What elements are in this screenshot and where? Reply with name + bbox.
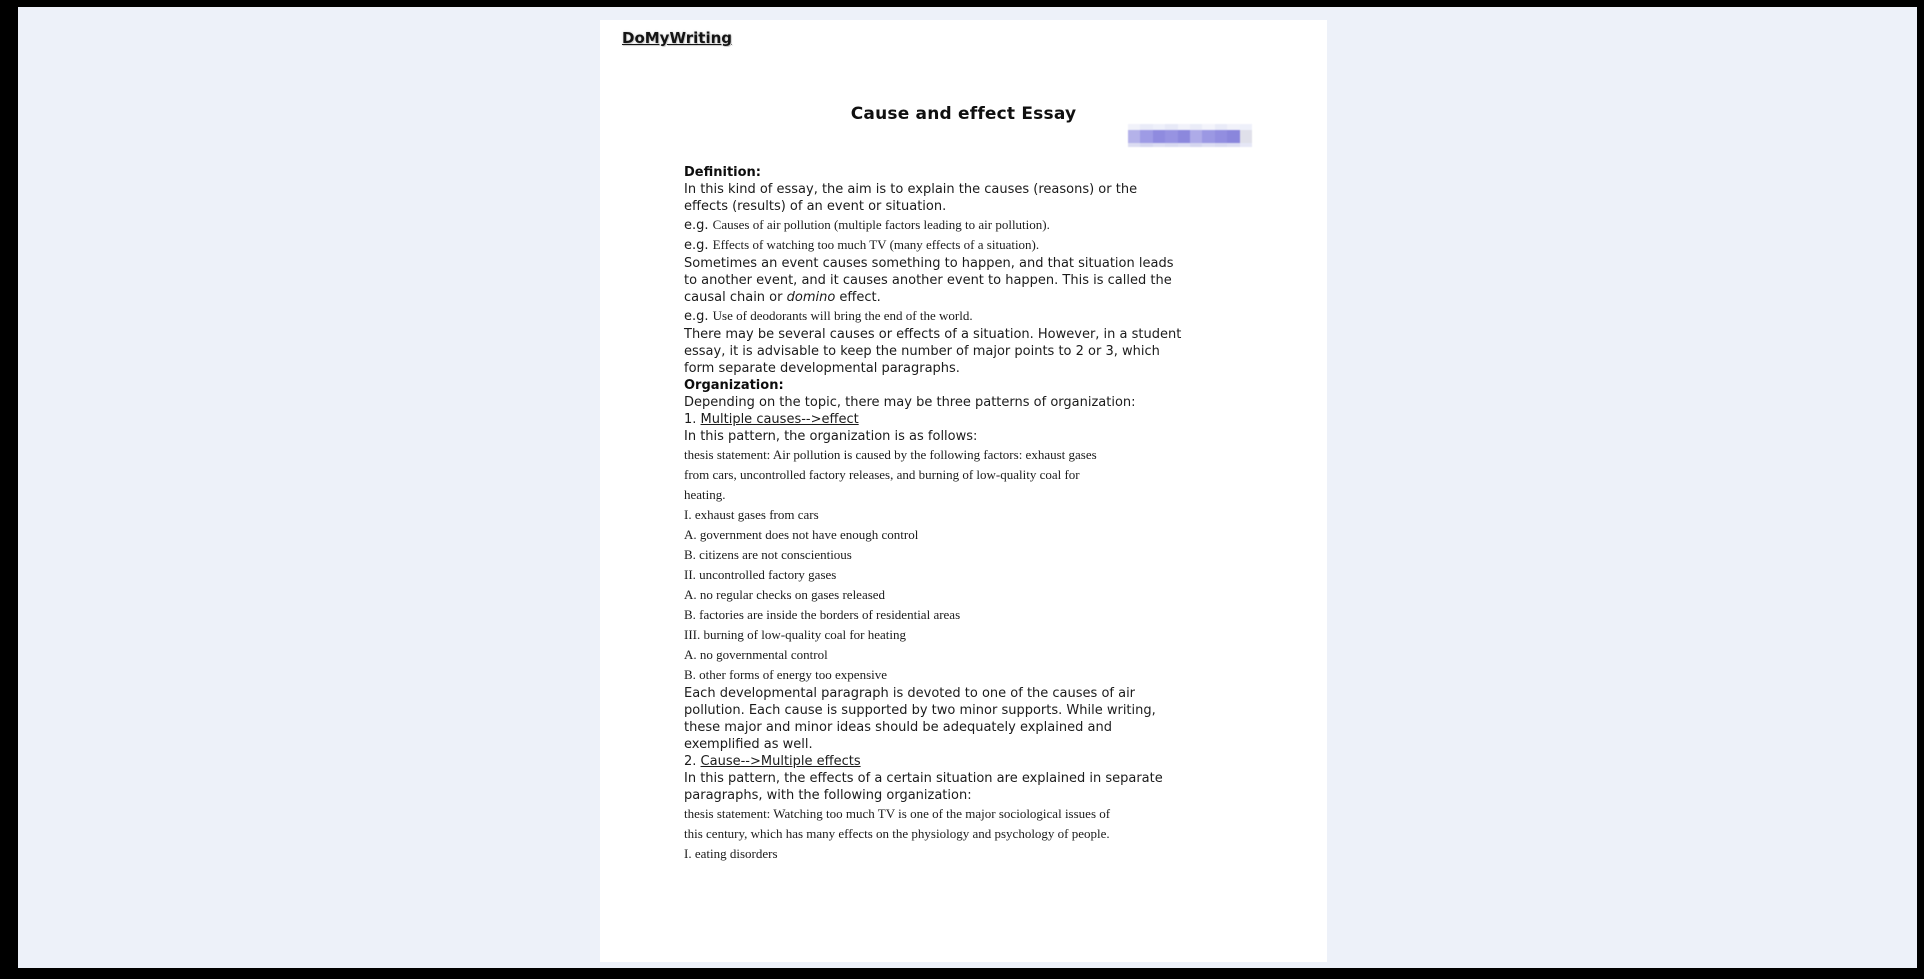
text-line: [684, 625, 1327, 645]
text-line: [684, 753, 1327, 770]
redaction-row: [1128, 130, 1252, 143]
text-segment: In this pattern, the organization is as follows:: [684, 429, 978, 444]
redaction-pixel: [1215, 130, 1227, 143]
text-line: [684, 702, 1327, 719]
text-segment: Each developmental paragraph is devoted to one of the causes of air: [684, 686, 1136, 701]
text-line: [684, 505, 1327, 525]
text-segment: paragraphs, with the following organization:: [684, 788, 972, 803]
text-line: [684, 736, 1327, 753]
text-line: [684, 377, 1327, 394]
text-segment: B. factories are inside the borders of residential areas: [684, 607, 961, 622]
text-line: [684, 428, 1327, 445]
text-segment: III. burning of low-quality coal for heating: [684, 627, 907, 642]
text-line: [684, 665, 1327, 685]
text-segment: e.g.: [684, 309, 713, 324]
text-segment: thesis statement: Air pollution is caused by the following factors: exhaust gases: [684, 447, 1097, 462]
text-segment: exemplified as well.: [684, 737, 813, 752]
redaction-pixel: [1128, 143, 1140, 147]
text-line: [684, 770, 1327, 787]
text-line: [684, 255, 1327, 272]
text-segment: Use of deodorants will bring the end of the world.: [712, 308, 973, 323]
text-segment: II. uncontrolled factory gases: [684, 567, 837, 582]
text-line: [684, 326, 1327, 343]
redaction-pixel: [1227, 143, 1239, 147]
document-page: [600, 20, 1327, 962]
redacted-text-blur[interactable]: [1128, 124, 1252, 147]
text-line: [684, 181, 1327, 198]
text-line: [684, 685, 1327, 702]
text-segment: causal chain or: [684, 290, 787, 305]
text-line: [684, 289, 1327, 306]
text-segment: thesis statement: Watching too much TV is one of the major sociological issues of: [684, 806, 1111, 821]
text-line: [684, 411, 1327, 428]
text-line: [684, 844, 1327, 864]
text-segment: Depending on the topic, there may be three patterns of organization:: [684, 395, 1136, 410]
text-line: [684, 215, 1327, 235]
text-line: [684, 343, 1327, 360]
text-line: [684, 306, 1327, 326]
text-segment: form separate developmental paragraphs.: [684, 361, 960, 376]
text-segment: Organization:: [684, 378, 784, 393]
text-segment: to another event, and it causes another event to happen. This is called the: [684, 273, 1172, 288]
text-segment: 2.: [684, 754, 701, 769]
text-segment: Multiple causes-->effect: [700, 412, 859, 427]
redaction-pixel: [1178, 143, 1190, 147]
text-line: [684, 525, 1327, 545]
text-segment: effects (results) of an event or situation.: [684, 199, 947, 214]
text-segment: Cause-->Multiple effects: [700, 754, 861, 769]
redaction-row: [1128, 143, 1252, 147]
text-segment: Causes of air pollution (multiple factors leading to air pollution).: [712, 217, 1050, 232]
document-body: [684, 164, 1327, 864]
redaction-pixel: [1202, 143, 1214, 147]
text-segment: In this kind of essay, the aim is to explain the causes (reasons) or the: [684, 182, 1138, 197]
text-line: [684, 645, 1327, 665]
redaction-pixel: [1178, 130, 1190, 143]
text-segment: 1.: [684, 412, 701, 427]
text-segment: effect.: [835, 290, 881, 305]
text-segment: e.g.: [684, 238, 713, 253]
text-segment: I. exhaust gases from cars: [684, 507, 819, 522]
redaction-pixel: [1153, 130, 1165, 143]
text-segment: essay, it is advisable to keep the number of major points to 2 or 3, which: [684, 344, 1160, 359]
text-segment: I. eating disorders: [684, 846, 778, 861]
text-line: [684, 545, 1327, 565]
text-line: [684, 360, 1327, 377]
text-segment: A. no governmental control: [684, 647, 828, 662]
text-segment: pollution. Each cause is supported by two minor supports. While writing,: [684, 703, 1156, 718]
text-segment: this century, which has many effects on the physiology and psychology of people.: [684, 826, 1110, 841]
text-line: [684, 164, 1327, 181]
redaction-pixel: [1227, 130, 1239, 143]
text-segment: A. government does not have enough control: [684, 527, 919, 542]
text-segment: e.g.: [684, 218, 713, 233]
text-segment: these major and minor ideas should be adequately explained and: [684, 720, 1112, 735]
text-line: [684, 605, 1327, 625]
redaction-pixel: [1140, 143, 1152, 147]
redaction-pixel: [1140, 130, 1152, 143]
text-segment: In this pattern, the effects of a certain situation are explained in separate: [684, 771, 1163, 786]
text-segment: from cars, uncontrolled factory releases, and burning of low-quality coal for: [684, 467, 1080, 482]
redaction-pixel: [1165, 143, 1177, 147]
text-line: [684, 565, 1327, 585]
text-segment: domino: [786, 290, 836, 305]
text-line: [684, 804, 1327, 824]
redaction-pixel: [1165, 130, 1177, 143]
text-segment: Definition:: [684, 165, 762, 180]
redaction-pixel: [1240, 130, 1252, 143]
text-segment: B. other forms of energy too expensive: [684, 667, 888, 682]
text-line: [684, 272, 1327, 289]
text-line: [684, 787, 1327, 804]
redaction-pixel: [1153, 143, 1165, 147]
redaction-pixel: [1190, 130, 1202, 143]
redaction-pixel: [1190, 143, 1202, 147]
text-segment: Effects of watching too much TV (many effects of a situation).: [712, 237, 1040, 252]
text-line: [684, 824, 1327, 844]
text-line: [684, 198, 1327, 215]
text-line: [684, 719, 1327, 736]
redaction-pixel: [1215, 143, 1227, 147]
text-line: [684, 585, 1327, 605]
text-line: [684, 445, 1327, 465]
brand-logo-link[interactable]: DoMyWriting: [622, 29, 733, 47]
text-segment: There may be several causes or effects of a situation. However, in a student: [684, 327, 1182, 342]
document-title: Cause and effect Essay: [850, 104, 1077, 124]
redaction-pixel: [1202, 130, 1214, 143]
text-segment: Sometimes an event causes something to happen, and that situation leads: [684, 256, 1174, 271]
text-line: [684, 394, 1327, 411]
redaction-pixel: [1128, 130, 1140, 143]
text-segment: B. citizens are not conscientious: [684, 547, 852, 562]
text-segment: heating.: [684, 487, 726, 502]
text-line: [684, 465, 1327, 485]
redaction-pixel: [1240, 143, 1252, 147]
text-line: [684, 235, 1327, 255]
text-segment: A. no regular checks on gases released: [684, 587, 886, 602]
text-line: [684, 485, 1327, 505]
